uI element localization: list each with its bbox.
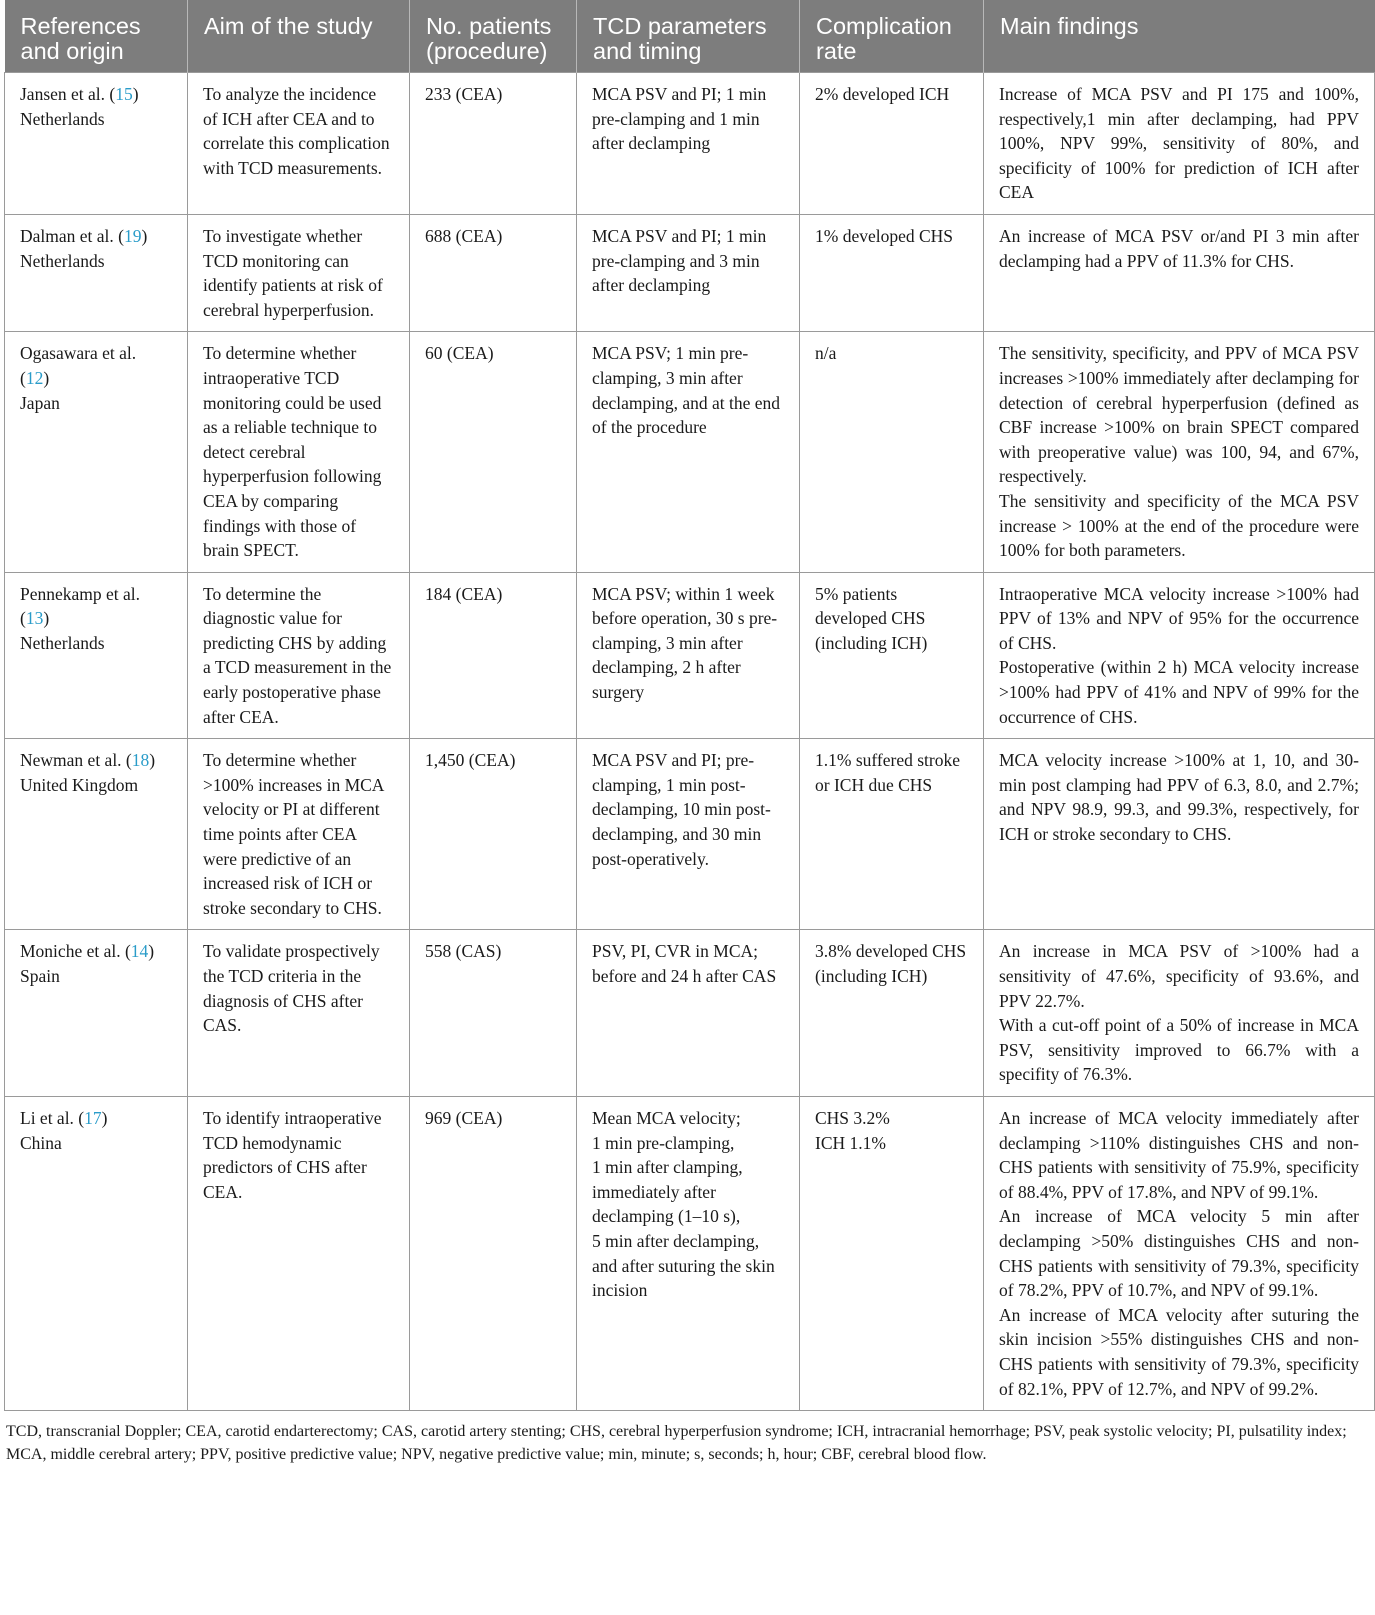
reference-author: Newman et al. (: [20, 750, 132, 771]
tcd-cell: MCA PSV and PI; 1 min pre-clamping and 3 min after declamping: [577, 214, 800, 331]
reference-close: ): [148, 941, 155, 962]
column-header-findings: Main findings: [984, 0, 1375, 73]
reference-author: Jansen et al. (: [20, 84, 116, 104]
reference-origin: Netherlands: [20, 108, 105, 129]
table-body: [5, 73, 1375, 1411]
reference-link[interactable]: 14: [130, 941, 149, 962]
reference-author: Moniche et al. (: [20, 941, 131, 962]
reference-cell: [5, 73, 188, 215]
table-row: [5, 214, 1375, 331]
aim-cell: To determine whether intraoperative TCD monitoring could be used as a reliable technique to detect cerebral hyperperfusion following CEA by comparing findings with those of brain SPECT.: [188, 332, 410, 572]
reference-link[interactable]: 12: [25, 367, 44, 388]
reference-origin: Netherlands: [20, 632, 105, 653]
reference-close: ): [149, 750, 156, 771]
reference-author: Dalman et al. (: [20, 225, 124, 246]
reference-link[interactable]: 19: [123, 225, 142, 246]
tcd-cell: MCA PSV and PI; pre-clamping, 1 min post-declamping, 10 min post-declamping, and 30 min post-operatively.: [577, 739, 800, 930]
aim-cell: To analyze the incidence of ICH after CEA and to correlate this complication with TCD measurements.: [188, 73, 410, 215]
findings-cell: MCA velocity increase >100% at 1, 10, and 30-min post clamping had PPV of 6.3, 8.0, and 2.7%; and NPV 98.9, 99.3, and 99.3%, respectively, for ICH or stroke secondary to CHS.: [984, 739, 1375, 930]
column-header-patients: No. patients (procedure): [410, 0, 577, 73]
reference-close: ): [132, 84, 139, 104]
reference-author: Li et al. (: [20, 1107, 85, 1128]
reference-link[interactable]: 18: [131, 750, 150, 771]
table-row: [5, 930, 1375, 1097]
patients-cell: 60 (CEA): [410, 332, 577, 572]
patients-cell: 969 (CEA): [410, 1096, 577, 1410]
reference-close: ): [43, 367, 50, 388]
reference-close: ): [43, 608, 50, 629]
complication-cell: CHS 3.2% ICH 1.1%: [800, 1096, 984, 1410]
studies-table: [4, 0, 1375, 1411]
column-header-tcd: TCD parameters and timing: [577, 0, 800, 73]
column-header-complication: Complication rate: [800, 0, 984, 73]
header-row: [5, 0, 1375, 73]
table-header: [5, 0, 1375, 73]
aim-cell: To determine the diagnostic value for predicting CHS by adding a TCD measurement in the early postoperative phase after CEA.: [188, 572, 410, 739]
tcd-cell: MCA PSV; within 1 week before operation, 30 s pre-clamping, 3 min after declamping, 2 h after surgery: [577, 572, 800, 739]
reference-close: ): [141, 225, 148, 246]
reference-cell: [5, 930, 188, 1097]
table-container: [4, 0, 1374, 1466]
reference-cell: [5, 572, 188, 739]
table-row: [5, 572, 1375, 739]
reference-link[interactable]: 13: [25, 608, 44, 629]
table-row: [5, 739, 1375, 930]
complication-cell: 1% developed CHS: [800, 214, 984, 331]
complication-cell: 5% patients developed CHS (including ICH): [800, 572, 984, 739]
table-row: [5, 332, 1375, 572]
reference-origin: United Kingdom: [20, 774, 139, 795]
patients-cell: 233 (CEA): [410, 73, 577, 215]
reference-origin: Japan: [20, 392, 60, 413]
findings-cell: Intraoperative MCA velocity increase >100% had PPV of 13% and NPV of 95% for the occurrence of CHS. Postoperative (within 2 h) MCA velocity increase >100% had PPV of 41% and NPV of 99% for the occurrence of CHS.: [984, 572, 1375, 739]
patients-cell: 558 (CAS): [410, 930, 577, 1097]
complication-cell: n/a: [800, 332, 984, 572]
tcd-cell: MCA PSV and PI; 1 min pre-clamping and 1 min after declamping: [577, 73, 800, 215]
aim-cell: To investigate whether TCD monitoring can identify patients at risk of cerebral hyperperfusion.: [188, 214, 410, 331]
findings-cell: An increase of MCA PSV or/and PI 3 min after declamping had a PPV of 11.3% for CHS.: [984, 214, 1375, 331]
tcd-cell: Mean MCA velocity; 1 min pre-clamping, 1 min after clamping, immediately after declamping (1–10 s), 5 min after declamping, and after suturing the skin incision: [577, 1096, 800, 1410]
findings-cell: Increase of MCA PSV and PI 175 and 100%, respectively,1 min after declamping, had PPV 100%, NPV 99%, sensitivity of 80%, and specificity of 100% for prediction of ICH after CEA: [984, 73, 1375, 215]
reference-cell: [5, 214, 188, 331]
reference-origin: Netherlands: [20, 250, 105, 271]
patients-cell: 688 (CEA): [410, 214, 577, 331]
patients-cell: 1,450 (CEA): [410, 739, 577, 930]
complication-cell: 3.8% developed CHS (including ICH): [800, 930, 984, 1097]
reference-origin: Spain: [20, 966, 60, 986]
table-row: [5, 73, 1375, 215]
complication-cell: 2% developed ICH: [800, 73, 984, 215]
tcd-cell: MCA PSV; 1 min pre-clamping, 3 min after declamping, and at the end of the procedure: [577, 332, 800, 572]
table-footnote: TCD, transcranial Doppler; CEA, carotid endarterectomy; CAS, carotid artery stenting; CHS, cerebral hyperperfusion syndrome; ICH, intracranial hemorrhage; PSV, peak systolic velocity; PI, pulsatility index; MCA, middle cerebral artery; PPV, positive predictive value; NPV, negative predictive value; min, minute; s, seconds; h, hour; CBF, cerebral blood flow.: [6, 1423, 1347, 1463]
reference-link[interactable]: 17: [84, 1107, 102, 1128]
reference-cell: [5, 332, 188, 572]
findings-cell: The sensitivity, specificity, and PPV of MCA PSV increases >100% immediately after declamping for detection of cerebral hyperperfusion (defined as CBF increase >100% on brain SPECT compared with preoperative value) was 100, 94, and 67%, respectively. The sensitivity and specificity of the MCA PSV increase > 100% at the end of the procedure were 100% for both parameters.: [984, 332, 1375, 572]
reference-origin: China: [20, 1132, 62, 1153]
reference-link[interactable]: 15: [115, 84, 133, 104]
findings-cell: An increase in MCA PSV of >100% had a sensitivity of 47.6%, specificity of 93.6%, and PPV 22.7%. With a cut-off point of a 50% of increase in MCA PSV, sensitivity improved to 66.7% with a specifity of 76.3%.: [984, 930, 1375, 1097]
table-row: [5, 1096, 1375, 1410]
reference-author: Pennekamp et al. (: [20, 583, 141, 629]
patients-cell: 184 (CEA): [410, 572, 577, 739]
aim-cell: To identify intraoperative TCD hemodynamic predictors of CHS after CEA.: [188, 1096, 410, 1410]
reference-author: Ogasawara et al. (: [20, 343, 137, 388]
aim-cell: To validate prospectively the TCD criteria in the diagnosis of CHS after CAS.: [188, 930, 410, 1097]
aim-cell: To determine whether >100% increases in MCA velocity or PI at different time points after CEA were predictive of an increased risk of ICH or stroke secondary to CHS.: [188, 739, 410, 930]
findings-cell: An increase of MCA velocity immediately after declamping >110% distinguishes CHS and non-CHS patients with sensitivity of 75.9%, specificity of 88.4%, PPV of 17.8%, and NPV of 99.1%. An increase of MCA velocity 5 min after declamping >50% distinguishes CHS and non-CHS patients with sensitivity of 79.3%, specificity of 78.2%, PPV of 10.7%, and NPV of 99.1%. An increase of MCA velocity after suturing the skin incision >55% distinguishes CHS and non-CHS patients with sensitivity of 79.3%, specificity of 82.1%, PPV of 12.7%, and NPV of 99.2%.: [984, 1096, 1375, 1410]
tcd-cell: PSV, PI, CVR in MCA; before and 24 h after CAS: [577, 930, 800, 1097]
reference-close: ): [101, 1107, 108, 1128]
column-header-references: References and origin: [5, 0, 188, 73]
reference-cell: [5, 739, 188, 930]
reference-cell: [5, 1096, 188, 1410]
complication-cell: 1.1% suffered stroke or ICH due CHS: [800, 739, 984, 930]
column-header-aim: Aim of the study: [188, 0, 410, 73]
